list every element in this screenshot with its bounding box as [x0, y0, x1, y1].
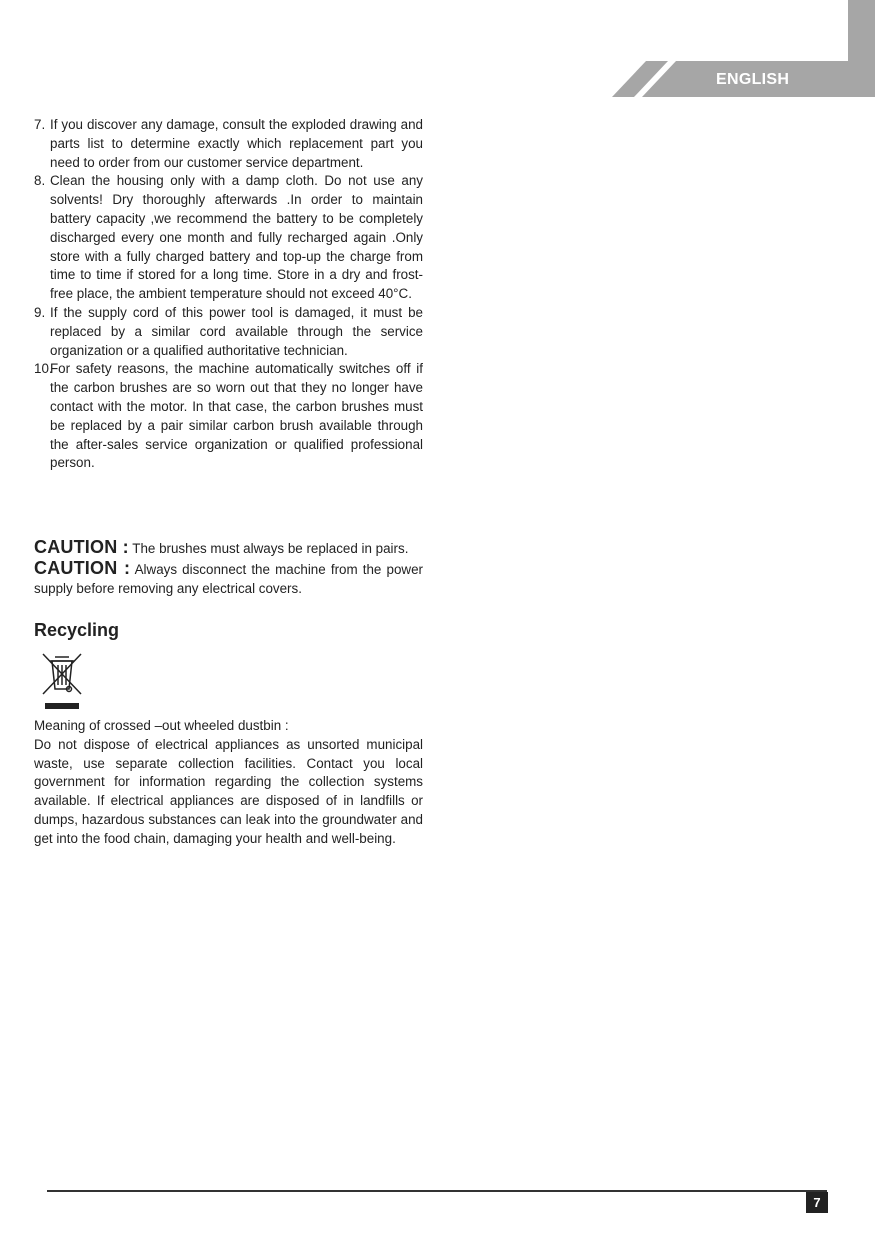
caution-label: CAUTION :	[34, 557, 131, 578]
page-number: 7	[806, 1192, 828, 1213]
list-item-text: If the supply cord of this power tool is damaged, it must be replaced by a similar cord available through the service organization or a qualified authoritative technician.	[50, 304, 423, 358]
list-item-text: If you discover any damage, consult the exploded drawing and parts list to determine exactly which replacement part you need to order from our customer service department.	[50, 117, 423, 170]
recycling-meaning: Meaning of crossed –out wheeled dustbin :	[34, 718, 289, 733]
list-item-number: 10.	[34, 361, 53, 377]
list-item-number: 8.	[34, 173, 46, 189]
list-item-number: 9.	[34, 304, 46, 320]
list-item	[34, 304, 423, 360]
caution-label: CAUTION :	[34, 537, 129, 557]
recycling-text	[34, 717, 423, 849]
list-item-number: 7.	[34, 117, 46, 132]
caution-text: The brushes must always be replaced in pairs.	[132, 541, 409, 556]
recycling-heading: Recycling	[34, 620, 120, 640]
caution-block	[34, 538, 423, 598]
crossed-out-wheeled-bin-icon	[40, 651, 84, 711]
caution-disconnect	[34, 559, 423, 599]
list-item-text: Clean the housing only with a damp cloth. Do not use any solvents! Dry thoroughly afterwards .In order to maintain battery capacity ,we recommend the battery to be completely discharged every one month and fully recharged again .Only store with a fully charged battery and top-up the charge from time to time if stored for a long time. Store in a dry and frost-free place, the ambient temperature should not exceed 40°C.	[50, 173, 423, 302]
caution-brushes	[34, 538, 423, 559]
list-item	[34, 116, 423, 172]
maintenance-list	[34, 116, 423, 473]
footer-rule	[47, 1190, 827, 1192]
recycling-body: Do not dispose of electrical appliances as unsorted municipal waste, use separate collection facilities. Contact you local government for information regarding the collection systems available. If electrical appliances are disposed of in landfills or dumps, hazardous substances can leak into the groundwater and get into the food chain, damaging your health and well-being.	[34, 736, 423, 846]
list-item-text: For safety reasons, the machine automatically switches off if the carbon brushes are so worn out that they no longer have contact with the motor. In that case, the carbon brushes must be replaced by a pair similar carbon brush available through the after-sales service organization or qualified professional person.	[50, 361, 423, 471]
language-banner	[612, 61, 875, 97]
caution-text: Always disconnect the machine from the power supply before removing any electrical covers.	[34, 561, 423, 596]
list-item	[34, 172, 423, 304]
language-label: ENGLISH	[716, 71, 790, 88]
list-item	[34, 360, 423, 473]
top-corner-tab	[848, 0, 875, 62]
